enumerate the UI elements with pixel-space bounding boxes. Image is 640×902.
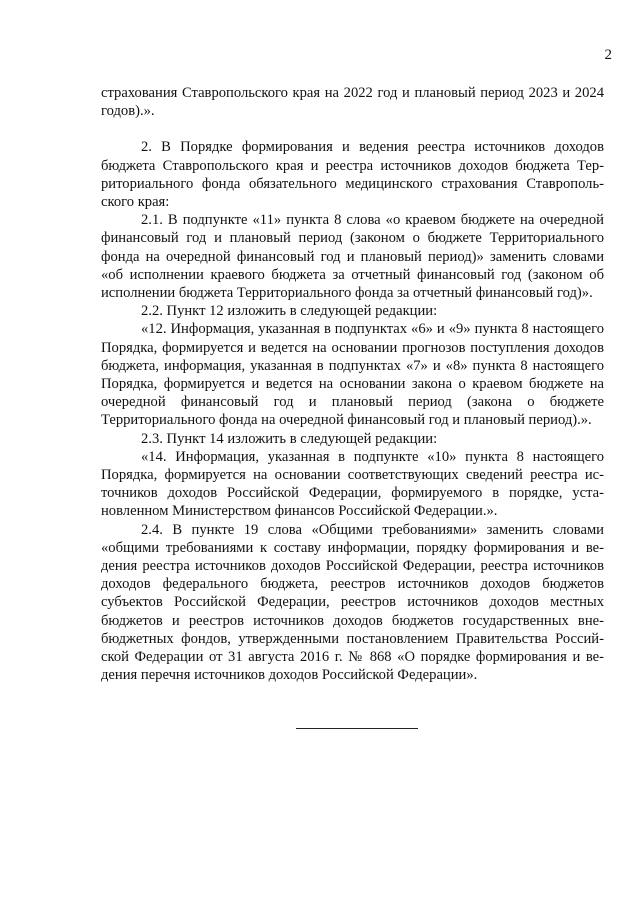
document-body [101,84,604,685]
closing-divider-line [296,728,418,729]
paragraph-item-14-text: «14. Информация, указанная в подпункте «10» пункта 8 настоящего Порядка, формируется на основании соответствующих сведений реестра источников доходов Российской Федерации, формируемого в порядке, установленном Министерством финансов Российской Федерации.». [101,448,604,520]
paragraph-item-2-4: 2.4. В пункте 19 слова «Общими требованиями» заменить словами «общими требованиями к составу информации, порядку формирования и ведения реестра источников доходов Российской Федерации, реестра источников доходов федерального бюджета, реестров источников доходов бюджетов субъектов Российской Федерации, реестров источников доходов местных бюджетов и реестров источников доходов бюджетов государственных внебюджетных фондов, утвержденными постановлением Правительства Российской Федерации от 31 августа 2016 г. № 868 «О порядке формирования и ведения перечня источников доходов Российской Федерации». [101,521,604,684]
paragraph-item-12-text: «12. Информация, указанная в подпунктах «6» и «9» пункта 8 настоящего Порядка, формируется и ведется на основании прогнозов поступления доходов бюджета, информация, указанная в подпунктах «7» и «8» пункта 8 настоящего Порядка, формируется и ведется на основании закона о краевом бюджете на очередной финансовый год и плановый период (закона о бюджете Территориального фонда на очередной финансовый год и плановый период).». [101,321,604,429]
paragraph-item-2-3: 2.3. Пункт 14 изложить в следующей редакции: [141,430,438,447]
page-number: 2 [604,47,612,63]
paragraph-item-2-2: 2.2. Пункт 12 изложить в следующей редакции: [141,303,438,320]
paragraph-continuation: страхования Ставропольского края на 2022 год и плановый период 2023 и 2024 годов).». [101,85,604,120]
paragraph-item-2-1: 2.1. В подпункте «11» пункта 8 слова «о краевом бюджете на очередной финансовый год и плановый период (законом о бюджете Территориального фонда на очередной финансовый год и плановый период)» заменить словами «об исполнении краевого бюджета за отчетный финансовый год (законом об исполнении бюджета Территориального фонда за отчетный финансовый год)». [101,212,604,302]
paragraph-item-2: 2. В Порядке формирования и ведения реестра источников доходов бюджета Ставропольского края и реестра источников доходов бюджета Территориального фонда обязательного медицинского страхования Ставропольского края: [101,139,604,211]
